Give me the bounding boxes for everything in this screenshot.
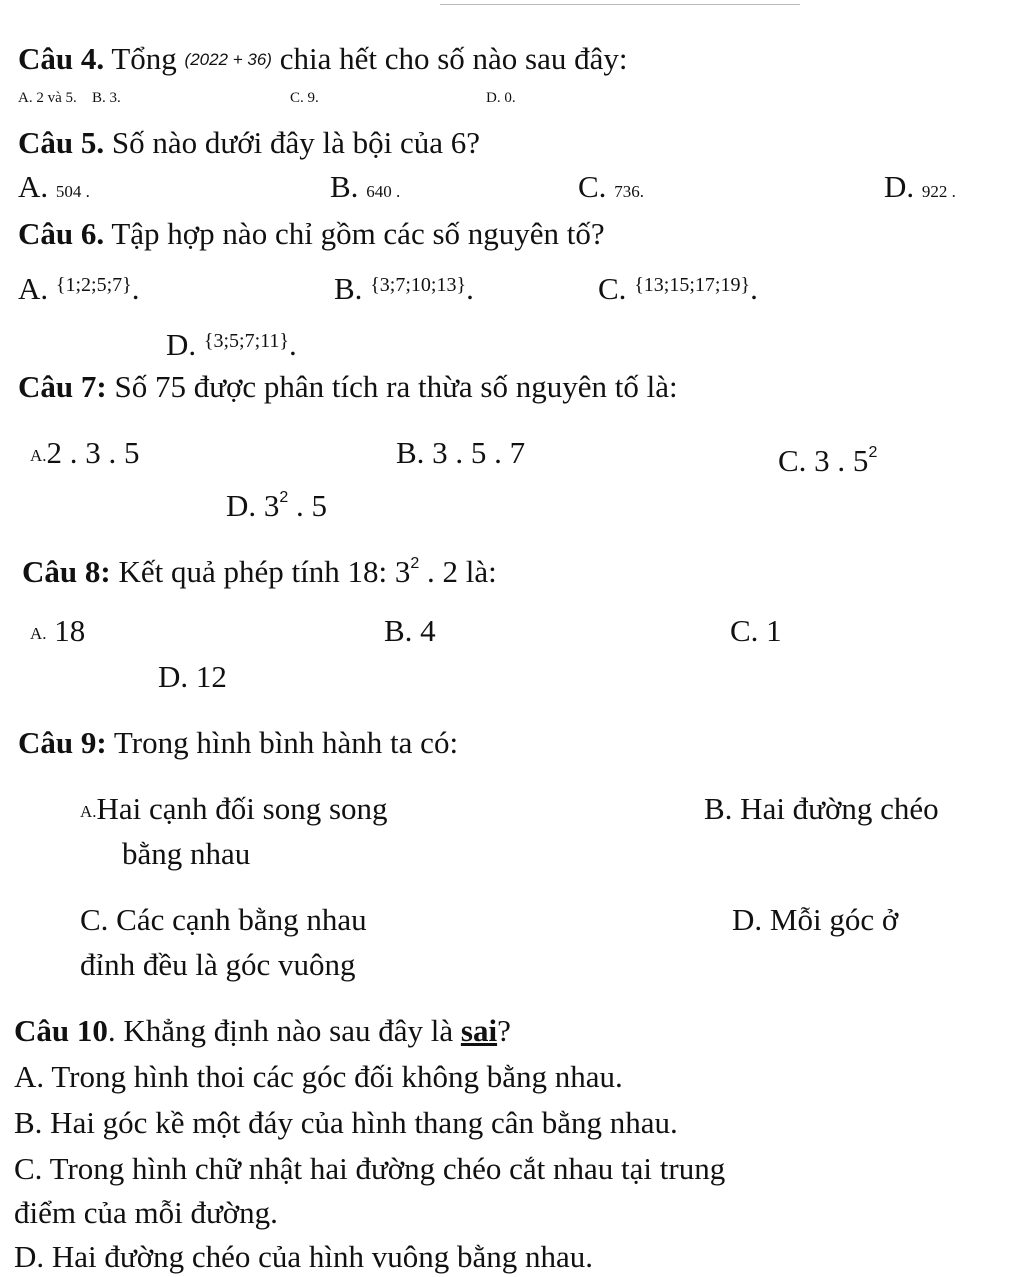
q8-heading	[22, 545, 497, 591]
q4-title: Câu 4.	[18, 41, 105, 76]
q4-option-b[interactable]: B. 3.	[92, 90, 121, 106]
q4-option-c[interactable]: C. 9.	[290, 90, 319, 106]
q6-option-a[interactable]	[18, 266, 140, 308]
q10-text-a: . Khẳng định nào sau đây là	[107, 1013, 454, 1048]
q7-option-d-base: D. 3	[226, 488, 280, 523]
q7-heading	[18, 368, 678, 406]
q5-option-d[interactable]	[884, 168, 956, 206]
q6-option-d-label: D.	[166, 327, 197, 362]
q6-option-c-set: {13;15;17;19}	[634, 274, 751, 296]
q7-option-b[interactable]: B. 3 . 5 . 7	[396, 435, 526, 470]
q6-heading	[18, 215, 605, 253]
q5-option-d-value: 922 .	[921, 182, 956, 201]
q10-option-d[interactable]: D. Hai đường chéo của hình vuông bằng nhau.	[14, 1239, 594, 1274]
q5-option-c[interactable]	[578, 168, 644, 206]
q5-heading	[18, 124, 480, 162]
q6-option-b-label: B.	[334, 271, 363, 306]
q10-option-b[interactable]: B. Hai góc kề một đáy của hình thang cân bằng nhau.	[14, 1105, 678, 1140]
q8-text-b: . 2 là:	[426, 554, 497, 589]
q9-option-a-value: Hai cạnh đối song song	[96, 791, 388, 826]
q5-text: Số nào dưới đây là bội của 6?	[111, 125, 480, 160]
q7-option-c-exponent: 2	[868, 444, 878, 461]
q9-heading	[18, 724, 458, 762]
q5-option-a[interactable]	[18, 168, 90, 206]
q6-option-b-dot: .	[466, 271, 474, 306]
q6-option-b-set: {3;7;10;13}	[370, 274, 467, 296]
q6-option-d[interactable]	[166, 322, 297, 364]
q7-title: Câu 7:	[18, 369, 107, 404]
q9-option-a[interactable]	[80, 790, 388, 831]
q8-exponent: 2	[410, 555, 420, 572]
q8-option-d[interactable]: D. 12	[158, 659, 227, 694]
q9-option-b-line2[interactable]: bằng nhau	[122, 836, 251, 871]
q6-option-a-set: {1;2;5;7}	[55, 274, 132, 296]
q6-title: Câu 6.	[18, 216, 105, 251]
q10-option-c-line1[interactable]: C. Trong hình chữ nhật hai đường chéo cắt nhau tại trung	[14, 1151, 726, 1186]
q5-option-c-value: 736.	[614, 182, 644, 201]
q8-option-a-value: 18	[54, 613, 86, 648]
q7-option-a-value: 2 . 3 . 5	[46, 435, 140, 470]
q5-option-a-value: 504 .	[55, 182, 90, 201]
q4-expression: (2022 + 36)	[184, 50, 272, 69]
q8-option-a-label: A.	[30, 624, 47, 643]
q4-option-a[interactable]: A. 2 và 5.	[18, 90, 77, 106]
q7-option-d-exponent: 2	[279, 489, 289, 506]
q6-text: Tập hợp nào chỉ gồm các số nguyên tố?	[111, 216, 605, 251]
q10-title: Câu 10	[14, 1013, 108, 1048]
q6-option-c[interactable]	[598, 266, 758, 308]
q6-option-d-set: {3;5;7;11}	[203, 330, 290, 352]
q6-option-a-dot: .	[131, 271, 140, 306]
q7-option-a[interactable]	[30, 434, 140, 475]
q9-option-d-line2[interactable]: đỉnh đều là góc vuông	[80, 947, 356, 982]
q10-option-a[interactable]: A. Trong hình thoi các góc đối không bằng nhau.	[14, 1059, 623, 1094]
q7-option-c-base: C. 3 . 5	[778, 443, 869, 478]
q4-heading	[18, 40, 628, 78]
q4-text-b: chia hết cho số nào sau đây:	[279, 41, 628, 76]
q7-option-c[interactable]	[778, 434, 877, 480]
q6-option-c-label: C.	[598, 271, 627, 306]
q10-text-b: ?	[497, 1013, 511, 1048]
q10-heading	[14, 1012, 511, 1050]
q7-option-d-tail: . 5	[296, 488, 328, 523]
q10-emphasis: sai	[460, 1013, 498, 1048]
q5-option-a-label: A.	[18, 169, 49, 204]
q6-option-d-dot: .	[289, 327, 297, 362]
q9-option-a-label: A.	[80, 802, 97, 821]
q5-option-b[interactable]	[330, 168, 400, 206]
q10-option-c-line2[interactable]: điểm của mỗi đường.	[14, 1195, 278, 1230]
q7-text: Số 75 được phân tích ra thừa số nguyên tố là:	[114, 369, 678, 404]
q8-option-c[interactable]: C. 1	[730, 613, 782, 648]
q6-option-b[interactable]	[334, 266, 474, 308]
q6-option-a-label: A.	[18, 271, 49, 306]
q7-option-d[interactable]	[226, 479, 327, 525]
q9-text: Trong hình bình hành ta có:	[113, 725, 459, 760]
q8-option-a[interactable]	[30, 612, 85, 653]
q9-option-b-line1[interactable]: B. Hai đường chéo	[704, 791, 939, 826]
q9-option-c[interactable]: C. Các cạnh bằng nhau	[80, 902, 367, 937]
q4-text-a: Tổng	[111, 41, 177, 76]
q8-text-a: Kết quả phép tính 18: 3	[118, 554, 411, 589]
q4-option-d[interactable]: D. 0.	[486, 90, 516, 106]
q5-option-b-label: B.	[330, 169, 359, 204]
q9-option-d-line1[interactable]: D. Mỗi góc ở	[732, 902, 899, 937]
q5-title: Câu 5.	[18, 125, 105, 160]
q8-title: Câu 8:	[22, 554, 111, 589]
q9-title: Câu 9:	[18, 725, 107, 760]
q5-option-b-value: 640 .	[366, 182, 401, 201]
q5-option-c-label: C.	[578, 169, 607, 204]
q5-option-d-label: D.	[884, 169, 915, 204]
top-rule	[440, 0, 800, 5]
q6-option-c-dot: .	[750, 271, 758, 306]
q8-option-b[interactable]: B. 4	[384, 613, 436, 648]
q7-option-a-label: A.	[30, 446, 47, 465]
